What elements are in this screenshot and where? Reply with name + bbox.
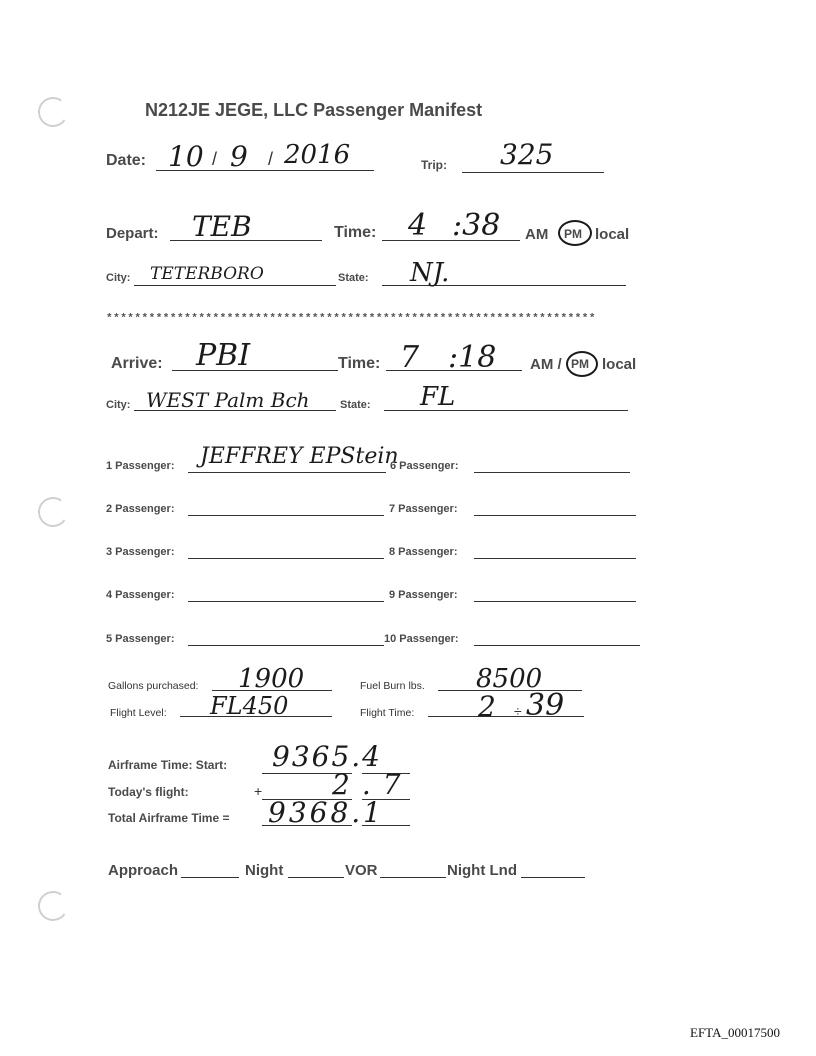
depart-minute-value: :38 xyxy=(452,208,501,243)
gallons-value: 1900 xyxy=(238,664,305,694)
depart-city-label: City: xyxy=(106,272,131,284)
depart-time-label: Time: xyxy=(334,224,377,241)
flight-time-hours: 2 xyxy=(478,690,496,723)
todays-flight-value: 2.7 xyxy=(332,768,413,801)
arrive-city-value: WEST Palm Bch xyxy=(146,388,310,412)
separator-stars: ********************************************************************* xyxy=(106,313,596,325)
depart-label: Depart: xyxy=(106,225,159,242)
bates-number: EFTA_00017500 xyxy=(690,1025,780,1040)
trip-label: Trip: xyxy=(421,158,447,172)
passenger-10-label: 10 Passenger: xyxy=(384,633,459,645)
passenger-5-label: 5 Passenger: xyxy=(106,633,175,645)
arrive-am: AM / xyxy=(530,356,562,373)
night-lnd-label: Night Lnd xyxy=(447,862,517,879)
arrive-hour-value: 7 xyxy=(400,340,420,375)
passenger-3-label: 3 Passenger: xyxy=(106,546,175,558)
passenger-7-line xyxy=(474,515,636,516)
total-airframe-line-1 xyxy=(262,825,352,826)
fuel-burn-label: Fuel Burn lbs. xyxy=(360,680,425,692)
passenger-2-line xyxy=(188,515,384,516)
flight-time-minutes: 39 xyxy=(526,688,565,723)
depart-city-line xyxy=(134,285,336,286)
flight-level-label: Flight Level: xyxy=(110,707,167,719)
approach-label: Approach xyxy=(108,862,179,879)
passenger-6-line xyxy=(474,472,630,473)
arrive-value: PBI xyxy=(196,338,251,373)
total-airframe-label: Total Airframe Time = xyxy=(108,811,230,825)
passenger-6-label: 6 Passenger: xyxy=(390,460,459,472)
passenger-9-label: 9 Passenger: xyxy=(389,589,458,601)
passenger-1-value: JEFFREY EPStein xyxy=(200,444,399,469)
trip-value: 325 xyxy=(500,138,554,171)
passenger-1-line xyxy=(188,472,386,473)
date-label: Date: xyxy=(106,152,147,169)
arrive-local: local xyxy=(602,356,637,373)
punch-hole-bottom xyxy=(36,889,71,924)
vor-label: VOR xyxy=(345,862,378,879)
punch-hole-middle xyxy=(36,495,71,530)
vor-line xyxy=(380,877,446,878)
passenger-8-label: 8 Passenger: xyxy=(389,546,458,558)
passenger-4-line xyxy=(188,601,384,602)
passenger-4-label: 4 Passenger: xyxy=(106,589,175,601)
depart-local: local xyxy=(595,226,630,243)
page-title: N212JE JEGE, LLC Passenger Manifest xyxy=(145,100,483,120)
date-year-value: 2016 xyxy=(284,140,351,170)
todays-flight-plus: + xyxy=(254,783,263,799)
date-separator-2: / xyxy=(268,149,274,169)
flight-time-divider: ÷ xyxy=(514,703,522,719)
airframe-start-value: 9365.4 xyxy=(272,740,382,773)
depart-city-value: TETERBORO xyxy=(150,264,264,284)
arrive-label: Arrive: xyxy=(111,355,163,372)
trip-line xyxy=(462,172,604,173)
depart-am: AM xyxy=(525,226,549,243)
flight-level-value: FL450 xyxy=(210,692,289,720)
arrive-time-label: Time: xyxy=(338,355,381,372)
arrive-state-value: FL xyxy=(420,382,456,412)
depart-hour-value: 4 xyxy=(408,208,428,243)
todays-flight-label: Today's flight: xyxy=(108,785,189,799)
passenger-2-label: 2 Passenger: xyxy=(106,503,175,515)
passenger-8-line xyxy=(474,558,636,559)
depart-state-label: State: xyxy=(338,272,369,284)
passenger-1-label: 1 Passenger: xyxy=(106,460,175,472)
night-label: Night xyxy=(245,862,284,879)
flight-time-label: Flight Time: xyxy=(360,707,415,719)
arrive-minute-value: :18 xyxy=(448,340,497,375)
passenger-9-line xyxy=(474,601,636,602)
arrive-state-label: State: xyxy=(340,399,371,411)
date-separator-1: / xyxy=(212,149,218,169)
airframe-start-label: Airframe Time: Start: xyxy=(108,758,228,772)
gallons-label: Gallons purchased: xyxy=(108,680,199,692)
depart-state-value: NJ. xyxy=(410,258,450,288)
passenger-5-line xyxy=(188,645,384,646)
approach-line xyxy=(181,877,239,878)
total-airframe-value: 9368.1 xyxy=(268,796,384,829)
arrive-city-label: City: xyxy=(106,399,131,411)
fuel-burn-value: 8500 xyxy=(476,664,543,694)
arrive-pm: PM xyxy=(571,357,589,371)
passenger-3-line xyxy=(188,558,384,559)
total-airframe-line-2 xyxy=(362,825,410,826)
night-line xyxy=(288,877,344,878)
night-lnd-line xyxy=(521,877,585,878)
depart-pm: PM xyxy=(564,227,582,241)
depart-value: TEB xyxy=(192,210,252,243)
date-month-value: 10 xyxy=(168,140,204,173)
passenger-10-line xyxy=(474,645,640,646)
punch-hole-top xyxy=(36,95,71,130)
passenger-7-label: 7 Passenger: xyxy=(389,503,458,515)
date-day-value: 9 xyxy=(230,140,248,173)
